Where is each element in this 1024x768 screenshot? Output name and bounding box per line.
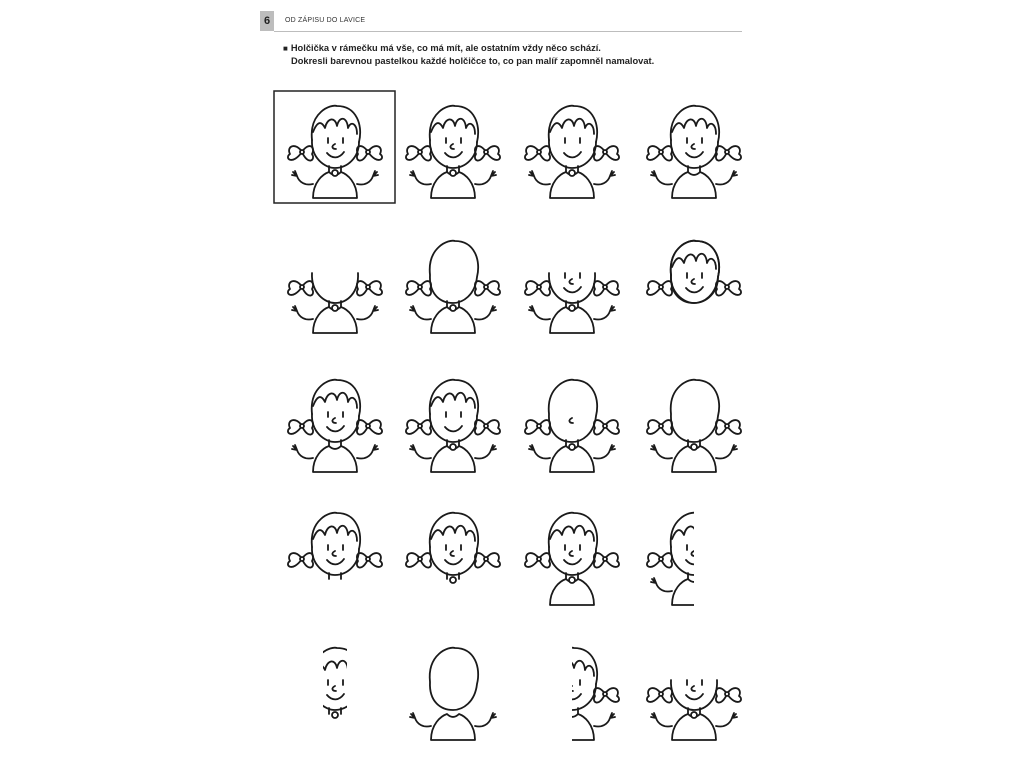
incomplete-girl-drawing — [288, 513, 382, 579]
incomplete-girl-drawing — [410, 648, 496, 740]
bullet-icon: ■ — [283, 44, 288, 53]
incomplete-girl-drawing — [647, 513, 741, 605]
incomplete-girl-drawing — [406, 380, 500, 472]
incomplete-girl-drawing — [288, 273, 382, 333]
incomplete-girl-drawing — [406, 513, 500, 583]
incomplete-girl-drawing — [525, 380, 619, 472]
incomplete-girl-drawing — [525, 513, 619, 605]
instruction-text-1: Holčička v rámečku má vše, co má mít, ale ostatním vždy něco schází. — [290, 43, 601, 53]
reference-girl-drawing — [288, 106, 382, 198]
incomplete-girl-drawing — [647, 241, 741, 303]
incomplete-girl-drawing — [525, 106, 619, 198]
page-number-badge: 6 — [260, 11, 274, 31]
incomplete-girl-drawing — [647, 106, 741, 198]
incomplete-girl-drawing — [406, 106, 500, 198]
incomplete-girl-drawing — [312, 648, 360, 718]
incomplete-girl-drawing — [647, 680, 741, 740]
running-head: OD ZÁPISU DO LAVICE — [285, 17, 366, 24]
incomplete-girl-drawing — [525, 648, 619, 740]
incomplete-girl-drawing — [647, 380, 741, 472]
incomplete-girl-drawing — [525, 273, 619, 333]
instruction-text-2: Dokresli barevnou pastelkou každé holčičce to, co pan malíř zapomněl namalovat. — [291, 56, 655, 66]
incomplete-girl-drawing — [406, 241, 500, 333]
incomplete-girl-drawing — [288, 380, 382, 472]
